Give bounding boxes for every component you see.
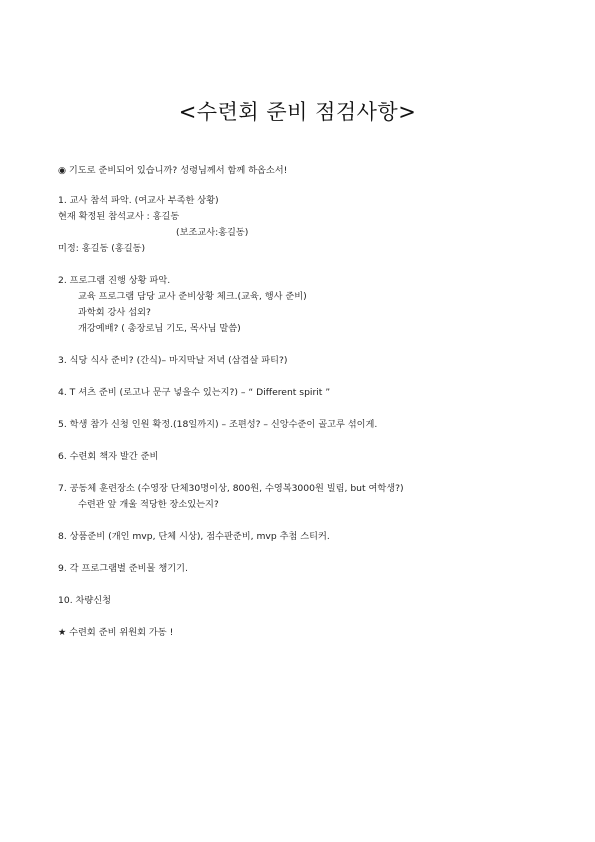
item-1-assistant-teachers: (보조교사:홍길동): [176, 227, 249, 238]
item-5: 5. 학생 참가 신청 인원 확정.(18일까지) – 조편성? – 신앙수준이 골고루 섞이게.: [58, 419, 378, 430]
item-7-detail: 수련관 앞 개울 적당한 장소있는지?: [78, 499, 219, 510]
item-1-undecided: 미정: 홍길동 (홍길동): [58, 243, 146, 254]
item-6: 6. 수련회 책자 발간 준비: [58, 451, 159, 462]
item-10: 10. 차량신청: [58, 595, 112, 606]
item-2-heading: 2. 프로그램 진행 상황 파악.: [58, 275, 171, 286]
item-1-heading: 1. 교사 참석 파악. (여교사 부족한 상황): [58, 195, 219, 206]
item-2-science-lecturer: 과학회 강사 섭외?: [78, 307, 151, 318]
page-title: <수련회 준비 점검사항>: [178, 100, 417, 124]
item-2-opening-worship: 개강예배? ( 총장로님 기도, 목사님 말씀): [78, 323, 241, 334]
item-8: 8. 상품준비 (개인 mvp, 단체 시상), 점수판준비, mvp 추첨 스티커.: [58, 531, 330, 542]
item-7: 7. 공동체 훈련장소 (수영장 단체30명이상, 800원, 수영복3000원 빌림, but 여학생?): [58, 483, 404, 494]
prayer-line: ◉ 기도로 준비되어 있습니까? 성령님께서 함께 하옵소서!: [58, 165, 288, 176]
committee-line: ★ 수련회 준비 위원회 가동 !: [58, 627, 174, 638]
item-1-confirmed-teachers: 현재 확정된 참석교사 : 홍길동: [58, 211, 180, 222]
item-9: 9. 각 프로그램별 준비물 챙기기.: [58, 563, 188, 574]
item-3: 3. 식당 식사 준비? (간식)– 마지막날 저녁 (삼겹살 파티?): [58, 355, 288, 366]
item-2-education-check: 교육 프로그램 담당 교사 준비상황 체크.(교육, 행사 준비): [78, 291, 307, 302]
item-4: 4. T 셔츠 준비 (로고나 문구 넣을수 있는지?) – “ Different spirit ”: [58, 387, 331, 398]
